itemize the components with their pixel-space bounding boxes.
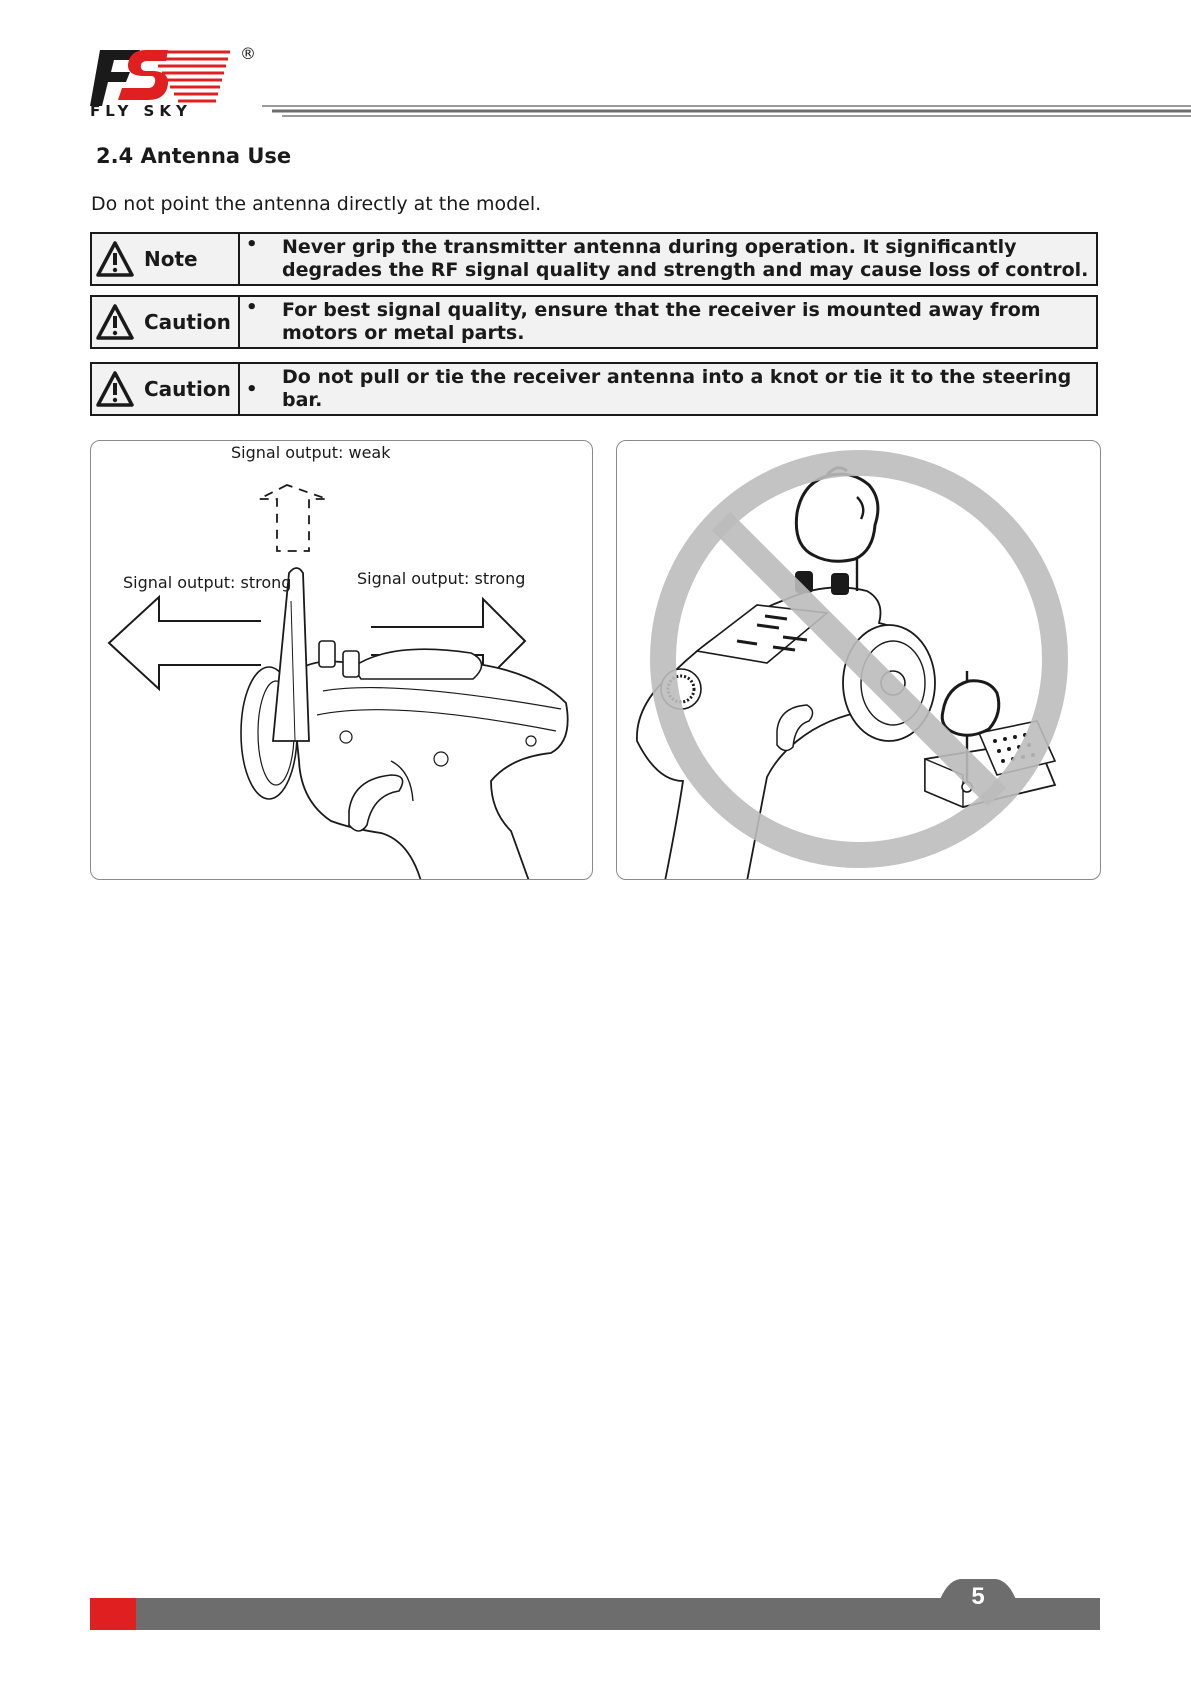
note-box: [90, 232, 1098, 286]
caution-box-antenna-knot: [90, 362, 1098, 416]
caution-label: Caution: [144, 377, 231, 401]
note-body: [240, 234, 1096, 284]
warning-icon: [96, 371, 134, 407]
header-rule: [262, 104, 1191, 120]
transmitter-side-illustration: [91, 441, 593, 880]
intro-text: Do not point the antenna directly at the model.: [91, 193, 542, 215]
warning-icon: [96, 304, 134, 340]
caution-text: For best signal quality, ensure that the receiver is mounted away from motors or metal parts.: [282, 299, 1041, 344]
signal-weak-label: Signal output: weak: [231, 443, 391, 462]
warning-icon: [96, 241, 134, 277]
caution-body: [240, 297, 1096, 347]
caution-label: Caution: [144, 310, 231, 334]
caution-label-cell: [92, 364, 240, 414]
brand-name: FLY SKY: [90, 102, 192, 120]
bullet: •: [246, 378, 258, 400]
caution-text: Do not pull or tie the receiver antenna into a knot or tie it to the steering bar.: [282, 366, 1072, 411]
flysky-logo: [90, 44, 270, 124]
note-label: Note: [144, 247, 198, 271]
registered-mark: ®: [240, 44, 256, 63]
page-number: 5: [971, 1583, 985, 1610]
bullet: •: [246, 234, 258, 255]
note-text: Never grip the transmitter antenna during operation. It significantly degrades the RF signal quality and strength and may cause loss of control.: [282, 236, 1089, 281]
signal-strong-right-label: Signal output: strong: [357, 569, 526, 588]
caution-body: [240, 364, 1096, 414]
prohibited-grip-figure: [616, 440, 1101, 880]
caution-box-receiver-mounting: [90, 295, 1098, 349]
signal-direction-figure: [90, 440, 593, 880]
do-not-grip-illustration: [617, 441, 1101, 880]
caution-label-cell: [92, 297, 240, 347]
footer-accent: [90, 1598, 136, 1630]
bullet: •: [246, 297, 258, 318]
note-label-cell: [92, 234, 240, 284]
signal-strong-left-label: Signal output: strong: [123, 573, 292, 592]
section-title: 2.4 Antenna Use: [96, 144, 292, 168]
